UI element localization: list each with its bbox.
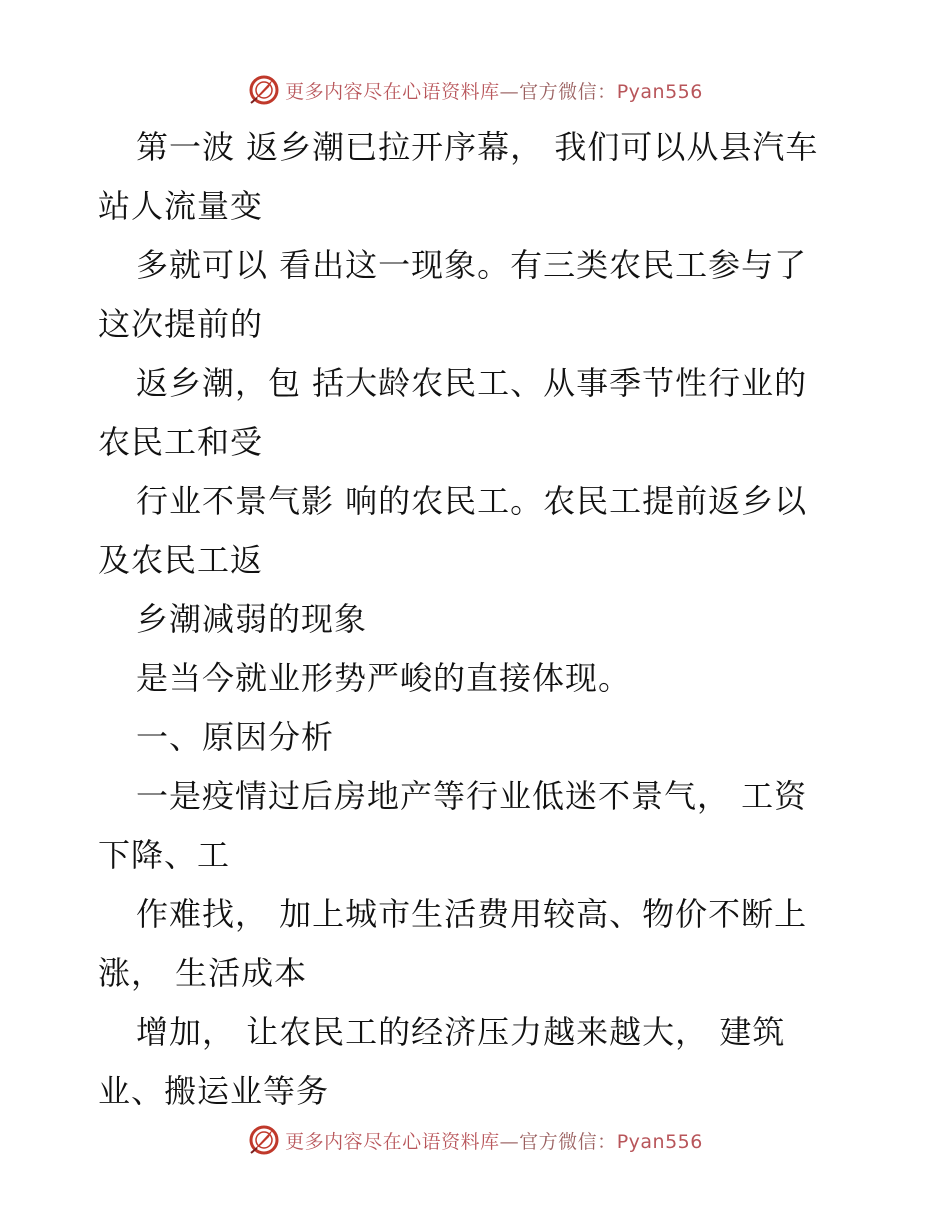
paragraph-line: 这次提前的	[98, 305, 264, 343]
header-watermark-banner	[0, 70, 950, 110]
paragraph-line: 第一波 返乡潮已拉开序幕， 我们可以从县汽车	[136, 128, 819, 166]
paragraph-line: 涨， 生活成本	[98, 954, 308, 992]
footer-watermark-banner	[0, 1120, 950, 1160]
paragraph-line: 乡潮减弱的现象	[136, 600, 368, 638]
paragraph-line: 站人流量变	[98, 187, 264, 225]
paragraph-line: 返乡潮，包 括大龄农民工、从事季节性行业的	[136, 364, 808, 402]
quill-logo-icon	[247, 73, 281, 107]
paragraph-line: 作难找， 加上城市生活费用较高、物价不断上	[136, 895, 808, 933]
paragraph-line: 及农民工返	[98, 541, 264, 579]
watermark-main: 更多内容尽在心语资料库	[285, 80, 500, 103]
paragraph-line: 增加， 让农民工的经济压力越来越大， 建筑	[136, 1013, 786, 1051]
watermark-text	[285, 77, 703, 104]
quill-logo-icon	[247, 1123, 281, 1157]
paragraph-line: 多就可以 看出这一现象。有三类农民工参与了	[136, 246, 808, 284]
paragraph-line: 业、搬运业等务	[98, 1072, 330, 1110]
document-body	[98, 118, 858, 1121]
watermark-main: 更多内容尽在心语资料库	[285, 1130, 500, 1153]
paragraph-line: 一是疫情过后房地产等行业低迷不景气， 工资	[136, 777, 808, 815]
watermark-official-label: 官方微信：	[519, 80, 617, 103]
watermark-handle: Pyan556	[616, 80, 703, 103]
paragraph-line: 行业不景气影 响的农民工。农民工提前返乡以	[136, 482, 808, 520]
paragraph-line: 农民工和受	[98, 423, 264, 461]
watermark-text	[285, 1127, 703, 1154]
watermark-handle: Pyan556	[616, 1130, 703, 1153]
watermark-official-label: 官方微信：	[519, 1130, 617, 1153]
watermark-dash: —	[499, 80, 520, 103]
watermark-dash: —	[499, 1130, 520, 1153]
section-heading: 一、原因分析	[136, 718, 335, 756]
paragraph-line: 是当今就业形势严峻的直接体现。	[136, 659, 632, 697]
paragraph-line: 下降、工	[98, 836, 231, 874]
